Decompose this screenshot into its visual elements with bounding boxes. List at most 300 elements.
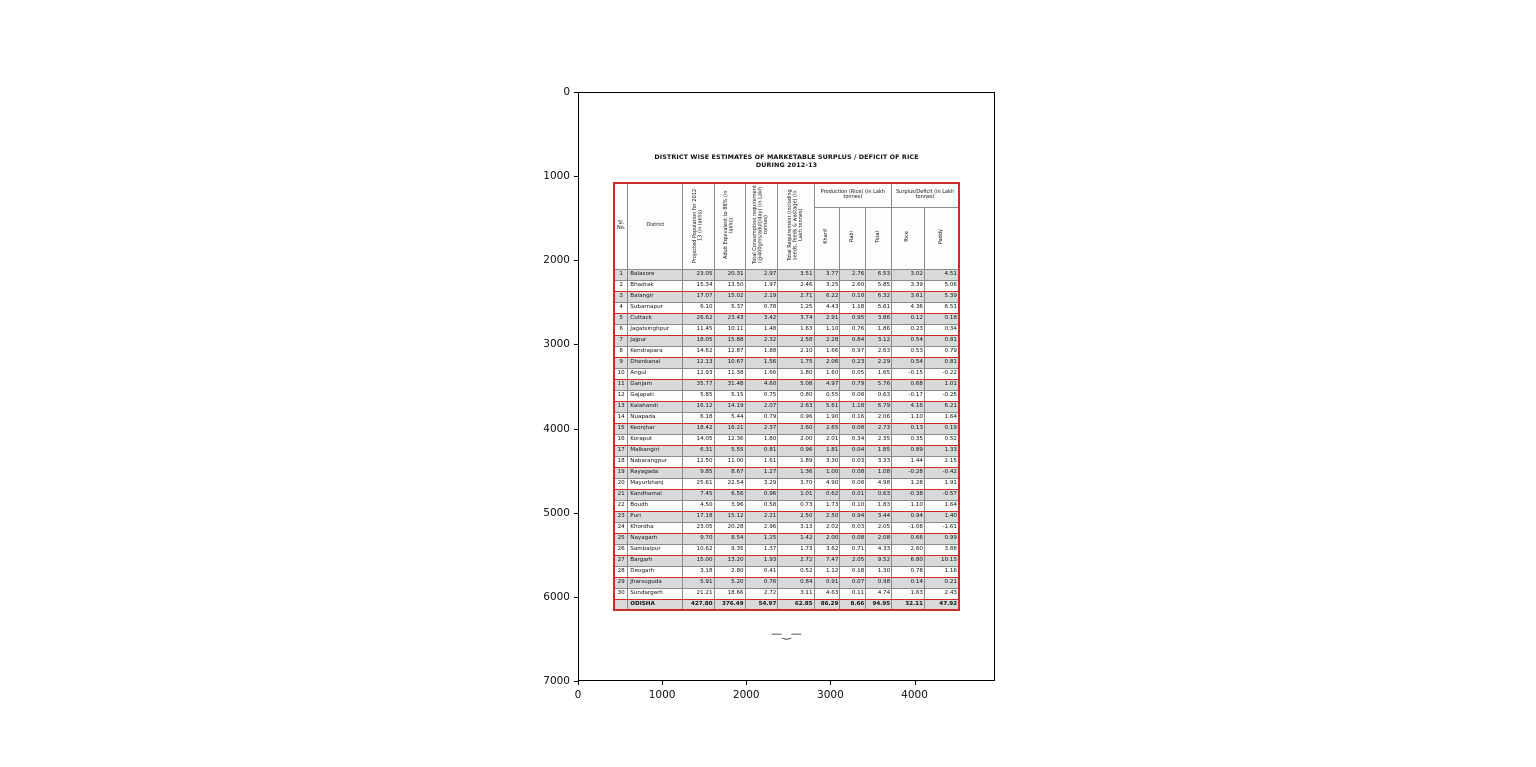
cell-rice: 0.13 — [892, 423, 925, 434]
cell-paddy: 0.34 — [924, 324, 959, 335]
cell-paddy: 1.33 — [924, 445, 959, 456]
cell-pop: 23.05 — [683, 522, 714, 533]
cell-pop: 17.18 — [683, 511, 714, 522]
cell-rabi: 1.18 — [840, 401, 866, 412]
cell-cons: 0.76 — [745, 577, 778, 588]
cell-sl: 10 — [614, 368, 628, 379]
cell-kharif: 0.91 — [814, 577, 840, 588]
document-title-line2: DURING 2012-13 — [755, 161, 818, 169]
cell-sl: 8 — [614, 346, 628, 357]
cell-paddy: 3.88 — [924, 544, 959, 555]
cell-district: Kandhamal — [628, 489, 683, 500]
cell-kharif: 3.25 — [814, 280, 840, 291]
table-row — [614, 280, 959, 291]
table-row — [614, 423, 959, 434]
cell-req: 1.73 — [778, 544, 814, 555]
cell-req: 5.08 — [778, 379, 814, 390]
cell-pop: 18.42 — [683, 423, 714, 434]
cell-req: 3.70 — [778, 478, 814, 489]
cell-kharif: 2.65 — [814, 423, 840, 434]
cell-pop: 5.85 — [683, 390, 714, 401]
cell-paddy: -0.22 — [924, 368, 959, 379]
cell-req: 2.50 — [778, 511, 814, 522]
cell-district: ODISHA — [628, 599, 683, 610]
cell-pop: 4.50 — [683, 500, 714, 511]
cell-cons: 1.80 — [745, 434, 778, 445]
cell-rice: 6.80 — [892, 555, 925, 566]
cell-cons: 2.97 — [745, 269, 778, 280]
cell-rabi: 0.08 — [840, 533, 866, 544]
cell-rice: -0.38 — [892, 489, 925, 500]
cell-adult: 14.19 — [714, 401, 745, 412]
table-row — [614, 511, 959, 522]
cell-req: 1.25 — [778, 302, 814, 313]
cell-adult: 10.11 — [714, 324, 745, 335]
cell-cons: 2.19 — [745, 291, 778, 302]
cell-adult: 5.15 — [714, 390, 745, 401]
cell-cons: 2.96 — [745, 522, 778, 533]
cell-pop: 15.34 — [683, 280, 714, 291]
table-body — [614, 269, 959, 610]
cell-total: 3.12 — [866, 335, 892, 346]
cell-pop: 11.45 — [683, 324, 714, 335]
cell-district: Sundargarh — [628, 588, 683, 599]
cell-total: 5.85 — [866, 280, 892, 291]
x-axis-tick-mark — [746, 681, 747, 685]
cell-sl: 18 — [614, 456, 628, 467]
cell-paddy: 1.40 — [924, 511, 959, 522]
cell-adult: 5.37 — [714, 302, 745, 313]
cell-kharif: 7.47 — [814, 555, 840, 566]
cell-req: 62.85 — [778, 599, 814, 610]
header-surplus-deficit-group: Surplus/Deficit (in Lakh tonnes) — [892, 183, 959, 207]
cell-sl: 30 — [614, 588, 628, 599]
cell-cons: 1.37 — [745, 544, 778, 555]
cell-rabi: 0.04 — [840, 445, 866, 456]
cell-rice: 32.11 — [892, 599, 925, 610]
cell-adult: 2.80 — [714, 566, 745, 577]
cell-adult: 10.67 — [714, 357, 745, 368]
header-total-requirement: Total Requirement (including seeds, feeds & wastage) (in Lakh tonnes) — [778, 183, 814, 269]
table-row — [614, 434, 959, 445]
cell-pop: 9.70 — [683, 533, 714, 544]
cell-cons: 3.29 — [745, 478, 778, 489]
cell-paddy: 0.52 — [924, 434, 959, 445]
cell-sl: 5 — [614, 313, 628, 324]
cell-rabi: 0.10 — [840, 500, 866, 511]
cell-kharif: 6.22 — [814, 291, 840, 302]
cell-total: 2.63 — [866, 346, 892, 357]
cell-kharif: 0.62 — [814, 489, 840, 500]
cell-rabi: 0.34 — [840, 434, 866, 445]
cell-cons: 1.56 — [745, 357, 778, 368]
cell-paddy: 6.21 — [924, 401, 959, 412]
table-row — [614, 445, 959, 456]
cell-sl: 15 — [614, 423, 628, 434]
table-row — [614, 291, 959, 302]
cell-total: 94.95 — [866, 599, 892, 610]
cell-pop: 17.07 — [683, 291, 714, 302]
cell-adult: 8.67 — [714, 467, 745, 478]
cell-pop: 427.80 — [683, 599, 714, 610]
cell-pop: 12.13 — [683, 357, 714, 368]
cell-sl: 13 — [614, 401, 628, 412]
table-row — [614, 478, 959, 489]
cell-sl: 24 — [614, 522, 628, 533]
cell-cons: 4.60 — [745, 379, 778, 390]
cell-req: 0.52 — [778, 566, 814, 577]
cell-total: 1.86 — [866, 324, 892, 335]
cell-kharif: 1.10 — [814, 324, 840, 335]
cell-total: 2.05 — [866, 522, 892, 533]
cell-req: 1.01 — [778, 489, 814, 500]
cell-pop: 9.85 — [683, 467, 714, 478]
cell-pop: 35.77 — [683, 379, 714, 390]
cell-sl: 28 — [614, 566, 628, 577]
cell-district: Dhenkanal — [628, 357, 683, 368]
cell-sl: 12 — [614, 390, 628, 401]
cell-adult: 9.35 — [714, 544, 745, 555]
cell-rabi: 0.18 — [840, 566, 866, 577]
header-sl-no: Sl. No. — [614, 183, 628, 269]
cell-rice: 0.54 — [892, 357, 925, 368]
table-row — [614, 368, 959, 379]
cell-adult: 31.48 — [714, 379, 745, 390]
x-axis-tick-mark — [830, 681, 831, 685]
cell-rabi: 0.11 — [840, 588, 866, 599]
cell-rice: 0.23 — [892, 324, 925, 335]
cell-paddy: -1.61 — [924, 522, 959, 533]
cell-paddy: -0.57 — [924, 489, 959, 500]
cell-district: Malkangiri — [628, 445, 683, 456]
cell-cons: 2.37 — [745, 423, 778, 434]
cell-district: Puri — [628, 511, 683, 522]
cell-req: 2.10 — [778, 346, 814, 357]
cell-kharif: 2.01 — [814, 434, 840, 445]
cell-rice: 0.35 — [892, 434, 925, 445]
cell-req: 0.96 — [778, 412, 814, 423]
cell-district: Cuttack — [628, 313, 683, 324]
cell-req: 3.13 — [778, 522, 814, 533]
cell-pop: 6.31 — [683, 445, 714, 456]
cell-req: 2.72 — [778, 555, 814, 566]
cell-district: Kendrapara — [628, 346, 683, 357]
cell-cons: 0.81 — [745, 445, 778, 456]
cell-rice: 0.12 — [892, 313, 925, 324]
cell-sl: 9 — [614, 357, 628, 368]
cell-total: 2.29 — [866, 357, 892, 368]
cell-req: 2.60 — [778, 423, 814, 434]
cell-rabi: 2.76 — [840, 269, 866, 280]
cell-rice: 3.61 — [892, 291, 925, 302]
cell-sl: 20 — [614, 478, 628, 489]
cell-kharif: 0.55 — [814, 390, 840, 401]
cell-rice: 3.02 — [892, 269, 925, 280]
cell-cons: 54.97 — [745, 599, 778, 610]
cell-district: Balangir — [628, 291, 683, 302]
cell-pop: 16.12 — [683, 401, 714, 412]
cell-district: Nabarangpur — [628, 456, 683, 467]
cell-pop: 3.18 — [683, 566, 714, 577]
cell-total: 2.73 — [866, 423, 892, 434]
cell-adult: 12.87 — [714, 346, 745, 357]
cell-cons: 0.78 — [745, 302, 778, 313]
cell-rabi: 0.03 — [840, 522, 866, 533]
y-axis-tick-mark — [574, 429, 578, 430]
cell-district: Khordha — [628, 522, 683, 533]
cell-paddy: 0.81 — [924, 357, 959, 368]
cell-sl: 1 — [614, 269, 628, 280]
cell-kharif: 1.66 — [814, 346, 840, 357]
cell-sl: 14 — [614, 412, 628, 423]
cell-total: 1.85 — [866, 445, 892, 456]
cell-kharif: 1.00 — [814, 467, 840, 478]
cell-rabi: 0.07 — [840, 577, 866, 588]
cell-rabi: 0.03 — [840, 456, 866, 467]
cell-kharif: 1.12 — [814, 566, 840, 577]
cell-pop: 25.61 — [683, 478, 714, 489]
header-rice: Rice — [892, 207, 925, 269]
cell-kharif: 3.77 — [814, 269, 840, 280]
cell-total: 3.44 — [866, 511, 892, 522]
x-axis-tick-label: 0 — [574, 689, 582, 701]
cell-req: 0.96 — [778, 445, 814, 456]
cell-adult: 23.43 — [714, 313, 745, 324]
cell-rice: 1.63 — [892, 588, 925, 599]
y-axis-tick-label: 5000 — [543, 506, 570, 519]
cell-pop: 21.21 — [683, 588, 714, 599]
cell-kharif: 5.61 — [814, 401, 840, 412]
x-axis-tick-label: 2000 — [732, 689, 760, 701]
y-axis-tick-label: 7000 — [543, 674, 570, 687]
cell-adult: 22.54 — [714, 478, 745, 489]
cell-req: 1.42 — [778, 533, 814, 544]
cell-district: Deogarh — [628, 566, 683, 577]
cell-rice: -0.28 — [892, 467, 925, 478]
table-total-row — [614, 599, 959, 610]
table-row — [614, 302, 959, 313]
cell-total: 0.63 — [866, 489, 892, 500]
cell-total: 1.30 — [866, 566, 892, 577]
cell-req: 3.51 — [778, 269, 814, 280]
cell-sl: 2 — [614, 280, 628, 291]
x-axis-tick-label: 4000 — [901, 689, 928, 701]
cell-rice: 0.14 — [892, 577, 925, 588]
cell-rice: 4.16 — [892, 401, 925, 412]
cell-paddy: 5.06 — [924, 280, 959, 291]
cell-adult: 5.44 — [714, 412, 745, 423]
cell-kharif: 2.02 — [814, 522, 840, 533]
cell-sl: 17 — [614, 445, 628, 456]
cell-district: Subarnapur — [628, 302, 683, 313]
cell-rabi: 0.94 — [840, 511, 866, 522]
y-axis-tick-mark — [574, 597, 578, 598]
cell-district: Kalahandi — [628, 401, 683, 412]
x-axis-tick-label: 1000 — [648, 689, 676, 701]
cell-rice: -0.15 — [892, 368, 925, 379]
cell-sl: 25 — [614, 533, 628, 544]
cell-rice: 0.89 — [892, 445, 925, 456]
cell-adult: 15.12 — [714, 511, 745, 522]
cell-pop: 26.62 — [683, 313, 714, 324]
document-title-line1: DISTRICT WISE ESTIMATES OF MARKETABLE SURPLUS / DEFICIT OF RICE — [654, 153, 919, 161]
cell-kharif: 2.50 — [814, 511, 840, 522]
cell-adult: 3.96 — [714, 500, 745, 511]
cell-paddy: 10.15 — [924, 555, 959, 566]
cell-adult: 13.50 — [714, 280, 745, 291]
cell-total: 9.52 — [866, 555, 892, 566]
cell-rice: 1.44 — [892, 456, 925, 467]
cell-total: 4.98 — [866, 478, 892, 489]
cell-adult: 20.31 — [714, 269, 745, 280]
header-total: Total — [866, 207, 892, 269]
cell-rice: 3.39 — [892, 280, 925, 291]
cell-cons: 0.79 — [745, 412, 778, 423]
cell-paddy: 5.39 — [924, 291, 959, 302]
cell-total: 4.33 — [866, 544, 892, 555]
cell-rice: 0.53 — [892, 346, 925, 357]
cell-pop: 6.18 — [683, 412, 714, 423]
header-projected-population: Projected Population for 2012-13 (in lakhs) — [683, 183, 714, 269]
cell-total: 4.74 — [866, 588, 892, 599]
x-axis-tick-label: 3000 — [817, 689, 844, 701]
cell-kharif: 1.81 — [814, 445, 840, 456]
header-district: District — [628, 183, 683, 269]
cell-rabi: 0.05 — [840, 368, 866, 379]
cell-kharif: 1.90 — [814, 412, 840, 423]
cell-cons: 2.32 — [745, 335, 778, 346]
table-row — [614, 566, 959, 577]
cell-kharif: 86.29 — [814, 599, 840, 610]
cell-req: 1.63 — [778, 324, 814, 335]
cell-kharif: 1.60 — [814, 368, 840, 379]
cell-sl: 26 — [614, 544, 628, 555]
header-rabi: Rabi — [840, 207, 866, 269]
table-row — [614, 533, 959, 544]
cell-total: 5.76 — [866, 379, 892, 390]
cell-kharif: 2.28 — [814, 335, 840, 346]
cell-total: 6.79 — [866, 401, 892, 412]
table-header — [614, 183, 959, 269]
cell-kharif: 4.97 — [814, 379, 840, 390]
cell-paddy: 0.18 — [924, 313, 959, 324]
table-row — [614, 467, 959, 478]
cell-paddy: 0.19 — [924, 423, 959, 434]
cell-req: 2.71 — [778, 291, 814, 302]
cell-cons: 1.27 — [745, 467, 778, 478]
cell-district: Boudh — [628, 500, 683, 511]
cell-district: Nayagarh — [628, 533, 683, 544]
cell-pop: 14.05 — [683, 434, 714, 445]
cell-rabi: 0.79 — [840, 379, 866, 390]
cell-district: Balasore — [628, 269, 683, 280]
cell-rabi: 8.66 — [840, 599, 866, 610]
cell-rice: 4.36 — [892, 302, 925, 313]
cell-adult: 5.55 — [714, 445, 745, 456]
cell-adult: 5.20 — [714, 577, 745, 588]
cell-kharif: 3.30 — [814, 456, 840, 467]
cell-district: Mayurbhanj — [628, 478, 683, 489]
cell-pop: 7.45 — [683, 489, 714, 500]
cell-pop: 12.50 — [683, 456, 714, 467]
cell-rabi: 0.01 — [840, 489, 866, 500]
table-row — [614, 269, 959, 280]
cell-req: 2.63 — [778, 401, 814, 412]
cell-paddy: -0.42 — [924, 467, 959, 478]
cell-paddy: 47.92 — [924, 599, 959, 610]
cell-rabi: 0.71 — [840, 544, 866, 555]
cell-req: 0.73 — [778, 500, 814, 511]
cell-rice: 2.60 — [892, 544, 925, 555]
cell-pop: 15.00 — [683, 555, 714, 566]
cell-cons: 1.66 — [745, 368, 778, 379]
cell-rice: -0.17 — [892, 390, 925, 401]
cell-rice: 1.10 — [892, 412, 925, 423]
cell-total: 2.08 — [866, 533, 892, 544]
cell-kharif: 3.62 — [814, 544, 840, 555]
cell-adult: 11.38 — [714, 368, 745, 379]
cell-district: Sambalpur — [628, 544, 683, 555]
cell-cons: 1.48 — [745, 324, 778, 335]
cell-cons: 3.42 — [745, 313, 778, 324]
cell-sl: 16 — [614, 434, 628, 445]
cell-kharif: 2.91 — [814, 313, 840, 324]
cell-kharif: 4.90 — [814, 478, 840, 489]
cell-pop: 6.10 — [683, 302, 714, 313]
cell-district: Jharsuguda — [628, 577, 683, 588]
cell-district: Gajapati — [628, 390, 683, 401]
cell-adult: 18.66 — [714, 588, 745, 599]
cell-cons: 1.93 — [745, 555, 778, 566]
cell-sl: 21 — [614, 489, 628, 500]
cell-rice: 0.66 — [892, 533, 925, 544]
cell-req: 1.75 — [778, 357, 814, 368]
cell-req: 2.00 — [778, 434, 814, 445]
cell-rabi: 0.08 — [840, 390, 866, 401]
cell-rabi: 0.76 — [840, 324, 866, 335]
table-row — [614, 544, 959, 555]
cell-req: 1.80 — [778, 368, 814, 379]
table-row — [614, 577, 959, 588]
cell-pop: 18.05 — [683, 335, 714, 346]
cell-paddy: -0.25 — [924, 390, 959, 401]
table-row — [614, 401, 959, 412]
cell-paddy: 1.64 — [924, 500, 959, 511]
cell-paddy: 0.81 — [924, 335, 959, 346]
cell-cons: 2.21 — [745, 511, 778, 522]
cell-rabi: 2.60 — [840, 280, 866, 291]
cell-total: 1.08 — [866, 467, 892, 478]
header-paddy: Paddy — [924, 207, 959, 269]
cell-req: 3.11 — [778, 588, 814, 599]
cell-sl: 19 — [614, 467, 628, 478]
cell-paddy: 1.91 — [924, 478, 959, 489]
y-axis-tick-mark — [574, 344, 578, 345]
cell-req: 0.84 — [778, 577, 814, 588]
cell-adult: 15.02 — [714, 291, 745, 302]
cell-adult: 11.00 — [714, 456, 745, 467]
y-axis-tick-label: 2000 — [543, 254, 570, 267]
table-row — [614, 346, 959, 357]
y-axis-tick-label: 3000 — [543, 338, 570, 351]
cell-total: 6.32 — [866, 291, 892, 302]
cell-district: Rayagada — [628, 467, 683, 478]
cell-total: 1.83 — [866, 500, 892, 511]
cell-paddy: 0.79 — [924, 346, 959, 357]
cell-rabi: 1.18 — [840, 302, 866, 313]
cell-adult: 15.88 — [714, 335, 745, 346]
table-row — [614, 313, 959, 324]
